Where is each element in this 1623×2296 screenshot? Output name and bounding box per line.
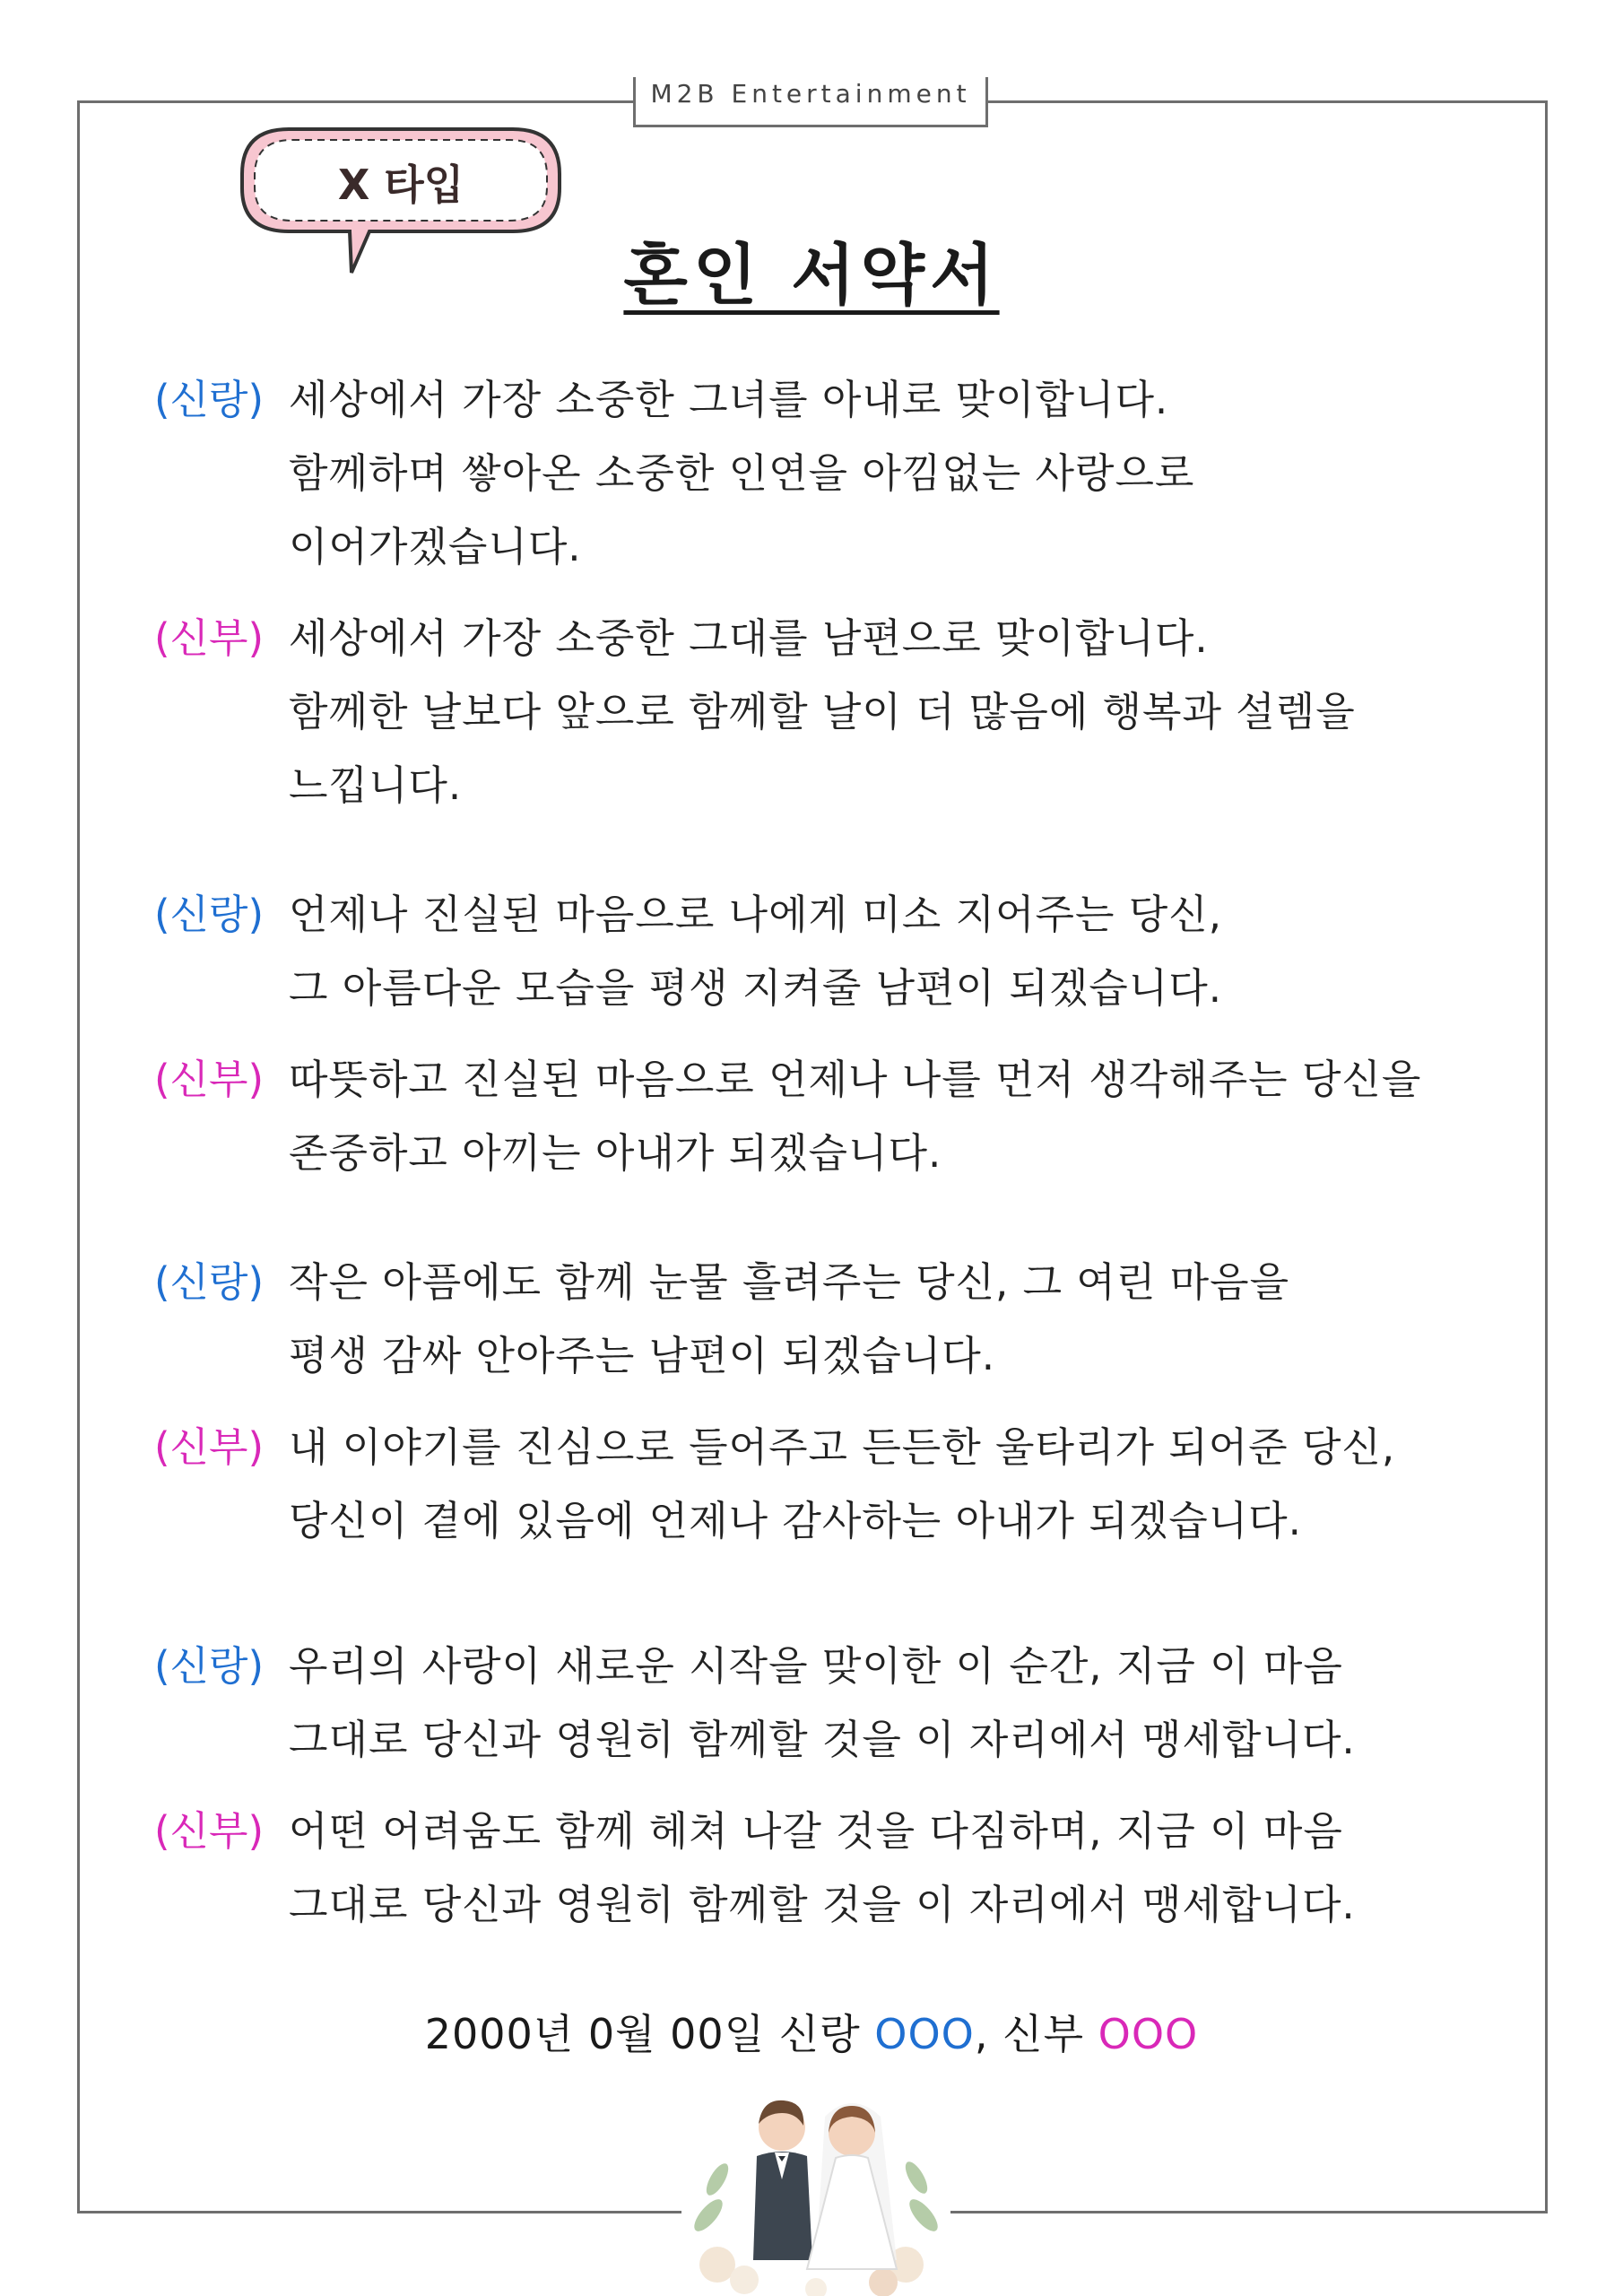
document-title: 혼인 서약서 xyxy=(623,237,1000,314)
vow-line: 어떤 어려움도 함께 헤쳐 나갈 것을 다짐하며, 지금 이 마음 xyxy=(289,1807,1343,1855)
vow-groom-3 xyxy=(154,1246,1499,1393)
vow-line: 그대로 당신과 영원히 함께할 것을 이 자리에서 맹세합니다. xyxy=(289,1716,1356,1763)
vow-groom-1 xyxy=(154,363,1499,584)
speaker-label: (신랑) xyxy=(154,376,265,423)
type-badge: X 타입 xyxy=(337,161,464,209)
vow-line: 평생 감싸 안아주는 남편이 되겠습니다. xyxy=(289,1332,996,1379)
vow-groom-2 xyxy=(154,878,1499,1025)
vow-line: 존중하고 아끼는 아내가 되겠습니다. xyxy=(289,1129,942,1177)
speaker-label: (신랑) xyxy=(154,891,265,938)
speaker-label: (신부) xyxy=(154,614,265,662)
signature-separator: , xyxy=(974,2010,989,2058)
vow-bride-2 xyxy=(154,1043,1499,1190)
signature-date: 2000년 0월 00일 xyxy=(424,2010,766,2058)
vow-bride-1 xyxy=(154,602,1499,822)
vow-line: 작은 아픔에도 함께 눈물 흘려주는 당신, 그 여린 마음을 xyxy=(289,1258,1290,1306)
speaker-label: (신부) xyxy=(154,1807,265,1855)
vow-line: 내 이야기를 진심으로 들어주고 든든한 울타리가 되어준 당신, xyxy=(289,1423,1396,1471)
vows-list xyxy=(154,363,1499,1942)
speaker-label: (신랑) xyxy=(154,1642,265,1690)
speaker-label: (신부) xyxy=(154,1056,265,1103)
vow-line: 따뜻하고 진실된 마음으로 언제나 나를 먼저 생각해주는 당신을 xyxy=(289,1056,1422,1103)
brand-tab xyxy=(633,77,988,127)
bride-name: OOO xyxy=(1098,2010,1199,2058)
groom-name: OOO xyxy=(874,2010,975,2058)
groom-label: 신랑 xyxy=(778,2010,861,2058)
vow-line: 느낍니다. xyxy=(289,761,463,809)
vow-bride-4 xyxy=(154,1795,1499,1942)
vow-line: 세상에서 가장 소중한 그대를 남편으로 맞이합니다. xyxy=(289,614,1209,662)
vow-bride-3 xyxy=(154,1411,1499,1558)
vow-line: 언제나 진실된 마음으로 나에게 미소 지어주는 당신, xyxy=(289,891,1223,938)
vow-line: 그대로 당신과 영원히 함께할 것을 이 자리에서 맹세합니다. xyxy=(289,1881,1356,1928)
vow-line: 이어가겠습니다. xyxy=(289,523,582,570)
vow-line: 우리의 사랑이 새로운 시작을 맞이한 이 순간, 지금 이 마음 xyxy=(289,1642,1343,1690)
bride-and-groom-illustration xyxy=(681,2081,950,2296)
vow-line: 세상에서 가장 소중한 그녀를 아내로 맞이합니다. xyxy=(289,376,1169,423)
vow-line: 함께한 날보다 앞으로 함께할 날이 더 많음에 행복과 설렘을 xyxy=(289,688,1356,735)
vow-line: 당신이 곁에 있음에 언제나 감사하는 아내가 되겠습니다. xyxy=(289,1497,1302,1544)
speaker-label: (신랑) xyxy=(154,1258,265,1306)
speaker-label: (신부) xyxy=(154,1423,265,1471)
vow-line: 함께하며 쌓아온 소중한 인연을 아낌없는 사랑으로 xyxy=(289,449,1195,497)
vow-line: 그 아름다운 모습을 평생 지켜줄 남편이 되겠습니다. xyxy=(289,964,1223,1012)
vow-groom-4 xyxy=(154,1630,1499,1777)
brand-name: M2B Entertainment xyxy=(650,79,971,109)
signature-line xyxy=(0,2002,1623,2061)
bride-label: 신부 xyxy=(1002,2010,1085,2058)
